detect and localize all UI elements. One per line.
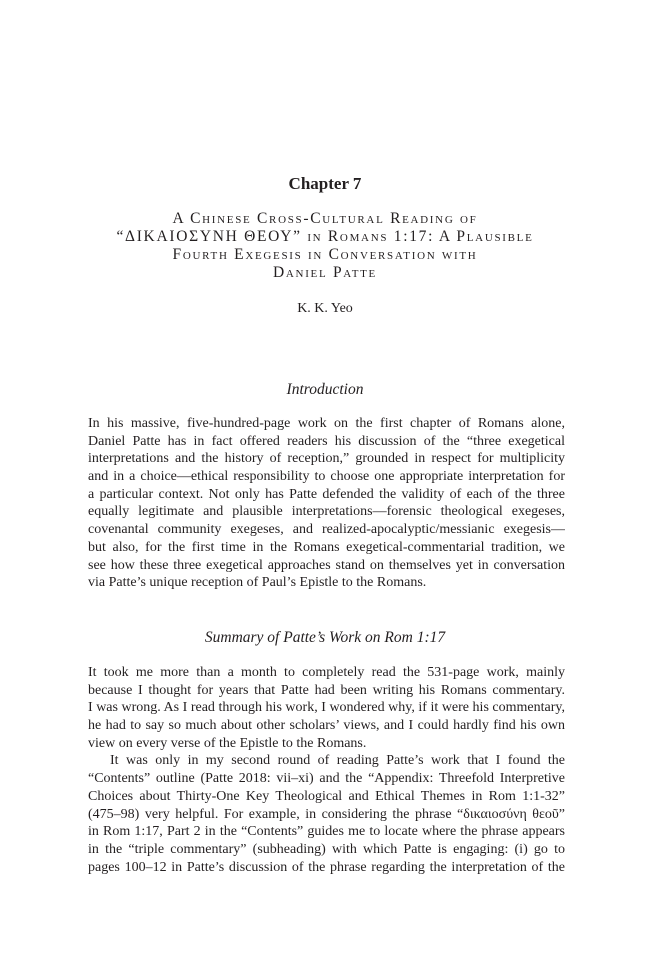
section-heading-introduction: Introduction <box>286 381 364 398</box>
chapter-title-line: Daniel Patte <box>273 264 377 281</box>
chapter-title-line: “ΔΙΚΑΙΟΣΥΝΗ ΘΕΟΥ” in Romans 1:17: A Plausible <box>116 228 534 245</box>
text-line: view on every verse of the Epistle to the Romans. <box>88 735 367 751</box>
chapter-label: Chapter 7 <box>288 174 362 193</box>
text-line: Daniel Patte has in fact offered readers his discussion of the “three exegetical <box>88 433 565 449</box>
text-line: It was only in my second round of reading Patte’s work that I found the <box>110 753 565 769</box>
paragraph-summary <box>88 664 565 876</box>
text-line: a particular context. Not only has Patte defended the validity of each of the three <box>88 486 565 502</box>
text-line: because I thought for years that Patte had been writing his Romans commentary. <box>88 682 565 698</box>
text-line: covenantal community exegeses, and realized-apocalyptic/messianic exegesis— <box>88 522 565 538</box>
chapter-title <box>60 210 590 282</box>
text-line: see how these three exegetical approaches stand on themselves yet in conversation <box>88 557 565 573</box>
text-line: In his massive, five-hundred-page work on the first chapter of Romans alone, <box>88 416 565 431</box>
paragraph-introduction <box>88 415 565 592</box>
text-line: pages 100–12 in Patte’s discussion of the phrase regarding the interpretation of the <box>88 859 565 875</box>
text-line: Choices about Thirty-One Key Theological and Ethical Themes in Rom 1:1-32” <box>88 788 565 804</box>
text-line: (475–98) very helpful. For example, in considering the phrase “δικαιοσύνη θεοῦ” <box>88 806 565 822</box>
text-line: interpretations and the history of reception,” grounded in respect for multiplicity <box>88 451 565 467</box>
text-line: in Rom 1:17, Part 2 in the “Contents” guides me to locate where the phrase appears <box>88 824 565 840</box>
text-line: via Patte’s unique reception of Paul’s Epistle to the Romans. <box>88 575 427 591</box>
text-line: “Contents” outline (Patte 2018: vii–xi) and the “Appendix: Threefold Interpretive <box>88 771 565 787</box>
chapter-title-line: A Chinese Cross-Cultural Reading of <box>172 210 478 227</box>
text-line: equally legitimate and plausible interpretations—forensic theological exegeses, <box>88 504 565 520</box>
author-name: K. K. Yeo <box>297 301 353 316</box>
text-line: It took me more than a month to completely read the 531-page work, mainly <box>88 665 565 680</box>
text-line: but also, for the first time in the Romans exegetical-commentarial tradition, we <box>88 539 565 555</box>
text-line: I was wrong. As I read through his work, I wondered why, if it were his commentary, <box>88 700 565 716</box>
chapter-title-line: Fourth Exegesis in Conversation with <box>172 246 478 263</box>
text-line: and in a choice—ethical responsibility to choose one appropriate interpretation for <box>88 469 565 485</box>
text-line: he had to say so much about other scholars’ views, and I could hardly find his own <box>88 718 565 734</box>
text-line: in the “triple commentary” (subheading) with which Patte is engaging: (i) go to <box>88 841 565 857</box>
section-heading-summary: Summary of Patte’s Work on Rom 1:17 <box>204 629 446 646</box>
